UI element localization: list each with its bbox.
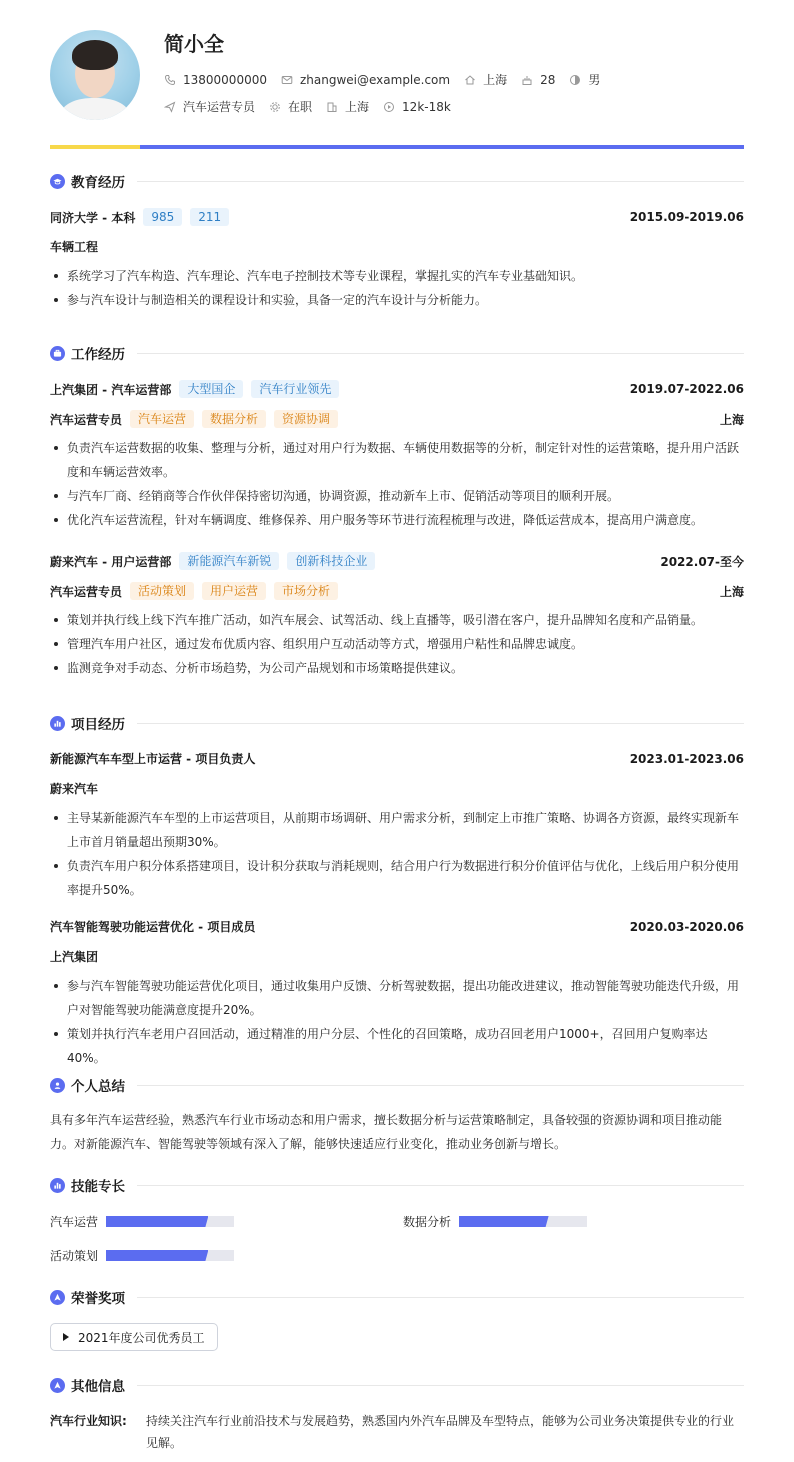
position-text: 汽车运营专员 [183, 100, 256, 114]
section-work [50, 343, 744, 363]
contact-row [164, 71, 614, 88]
skill-bar [106, 1250, 234, 1261]
project-title: 汽车智能驾驶功能运营优化 - 项目成员 [50, 920, 256, 934]
role-tag: 用户运营 [202, 582, 266, 600]
work-location: 上海 [719, 584, 744, 599]
project-org: 蔚来汽车 [50, 782, 99, 796]
skill-bar [459, 1216, 587, 1227]
list-item: 优化汽车运营流程，针对车辆调度、维修保养、用户服务等环节进行流程梳理与改进，降低运营成本，提高用户满意度。 [50, 508, 744, 532]
company-tag: 大型国企 [179, 380, 243, 398]
play-triangle-icon [63, 1333, 69, 1341]
work-header [50, 552, 744, 570]
company-tag: 汽车行业领先 [251, 380, 339, 398]
building-icon [326, 101, 338, 113]
section-education [50, 171, 744, 191]
project-org: 上汽集团 [50, 950, 99, 964]
section-summary [50, 1075, 744, 1095]
user-icon [50, 1078, 65, 1093]
phone-text: 13800000000 [183, 72, 267, 87]
role-tag: 数据分析 [202, 410, 266, 428]
skill-bar [106, 1216, 234, 1227]
section-title-education: 教育经历 [71, 175, 125, 191]
salary-icon [383, 101, 395, 113]
project-header [50, 750, 744, 767]
skill-item [50, 1247, 234, 1264]
age-item [521, 73, 555, 87]
list-item: 策划并执行汽车老用户召回活动，通过精准的用户分层、个性化的召回策略，成功召回老用户1000+，召回用户复购率达40%。 [50, 1022, 744, 1070]
mail-icon [281, 74, 293, 86]
award-text: 2021年度公司优秀员工 [78, 1330, 205, 1345]
school-tag: 211 [190, 208, 229, 226]
section-title-work: 工作经历 [71, 347, 125, 363]
other-info [50, 1410, 744, 1454]
company-name: 上汽集团 - 汽车运营部 [50, 382, 172, 397]
project-bullets [50, 806, 744, 902]
skill-name: 活动策划 [50, 1249, 99, 1263]
role-tag: 活动策划 [130, 582, 194, 600]
section-title-summary: 个人总结 [71, 1079, 125, 1095]
award-icon [50, 1378, 65, 1393]
resume-header [50, 0, 744, 146]
list-item: 参与汽车设计与制造相关的课程设计和实验，具备一定的汽车设计与分析能力。 [50, 288, 744, 312]
major: 车辆工程 [50, 240, 99, 254]
award-icon [50, 1290, 65, 1305]
list-item: 主导某新能源汽车车型的上市运营项目，从前期市场调研、用户需求分析，到制定上市推广策略、协调各方资源，最终实现新车上市首月销量超出预期30%。 [50, 806, 744, 854]
summary-text: 具有多年汽车运营经验，熟悉汽车行业市场动态和用户需求，擅长数据分析与运营策略制定，具备较强的资源协调和项目推动能力。对新能源汽车、智能驾驶等领域有深入了解，能够快速适应行业变化，推动业务创新与增长。 [50, 1113, 723, 1151]
list-item: 与汽车厂商、经销商等合作伙伴保持密切沟通，协调资源，推动新车上市、促销活动等项目的顺利开展。 [50, 484, 744, 508]
education-period: 2015.09-2019.06 [629, 210, 744, 224]
status-item [269, 98, 312, 115]
company-name: 蔚来汽车 - 用户运营部 [50, 554, 172, 569]
skill-item [50, 1213, 234, 1230]
list-item: 参与汽车智能驾驶功能运营优化项目，通过收集用户反馈、分析驾驶数据，提出功能改进建议，推动智能驾驶功能迭代升级，用户对智能驾驶功能满意度提升20%。 [50, 974, 744, 1022]
other-text: 持续关注汽车行业前沿技术与发展趋势，熟悉国内外汽车品牌及车型特点，能够为公司业务决策提供专业的行业见解。 [146, 1414, 735, 1450]
list-item: 策划并执行线上线下汽车推广活动，如汽车展会、试驾活动、线上直播等，吸引潜在客户，提升品牌知名度和产品销量。 [50, 608, 744, 632]
section-title-skills: 技能专长 [71, 1179, 125, 1195]
role-row [50, 582, 744, 600]
education-bullets [50, 264, 744, 312]
school-tag: 985 [143, 208, 182, 226]
project-title: 新能源汽车车型上市运营 - 项目负责人 [50, 752, 256, 766]
list-item: 负责汽车用户积分体系搭建项目，设计积分获取与消耗规则，结合用户行为数据进行积分价值评估与优化，上线后用户积分使用率提升50%。 [50, 854, 744, 902]
project-period: 2023.01-2023.06 [629, 751, 744, 766]
other-label: 汽车行业知识: [50, 1414, 127, 1428]
project-header [50, 918, 744, 935]
list-item: 管理汽车用户社区，通过发布优质内容、组织用户互动活动等方式，增强用户粘性和品牌忠诚度。 [50, 632, 744, 656]
section-title-projects: 项目经历 [71, 717, 125, 733]
role-tag: 市场分析 [274, 582, 338, 600]
role-title: 汽车运营专员 [50, 584, 123, 599]
salary-item [383, 100, 451, 114]
phone-icon [164, 74, 176, 86]
section-title-other: 其他信息 [71, 1379, 125, 1395]
project-period: 2020.03-2020.06 [629, 919, 744, 934]
work-period: 2019.07-2022.06 [629, 382, 744, 396]
work-period: 2022.07-至今 [660, 554, 744, 569]
home-icon [464, 74, 476, 86]
phone-item [164, 73, 267, 87]
role-tag: 汽车运营 [130, 410, 194, 428]
avatar [50, 30, 140, 120]
cake-icon [521, 74, 533, 86]
settings-icon [269, 101, 281, 113]
gender-text: 男 [588, 73, 601, 87]
education-header [50, 208, 744, 226]
gender-icon [569, 74, 581, 86]
status-text: 在职 [288, 100, 313, 114]
role-title: 汽车运营专员 [50, 412, 123, 427]
section-skills [50, 1175, 744, 1195]
work-bullets [50, 608, 744, 680]
email-item [281, 73, 450, 87]
section-projects [50, 713, 744, 733]
section-other [50, 1375, 744, 1395]
award-item[interactable] [50, 1323, 218, 1351]
job-intent-row [164, 98, 465, 115]
project-bullets [50, 974, 744, 1070]
list-item: 监测竞争对手动态、分析市场趋势，为公司产品规划和市场策略提供建议。 [50, 656, 744, 680]
section-awards [50, 1287, 744, 1307]
gender-item [569, 71, 600, 88]
city-item [464, 71, 507, 88]
skill-name: 汽车运营 [50, 1215, 99, 1229]
section-title-awards: 荣誉奖项 [71, 1291, 125, 1307]
briefcase-icon [50, 346, 65, 361]
skill-item [403, 1213, 587, 1230]
work-city-text: 上海 [345, 100, 370, 114]
position-item [164, 98, 255, 115]
candidate-name: 简小全 [164, 32, 224, 56]
work-bullets [50, 436, 744, 532]
role-row [50, 410, 744, 428]
work-header [50, 380, 744, 398]
send-icon [164, 101, 176, 113]
age-text: 28 [540, 72, 556, 87]
list-item: 负责汽车运营数据的收集、整理与分析，通过对用户行为数据、车辆使用数据等的分析，制定针对性的运营策略，提升用户活跃度和车辆运营效率。 [50, 436, 744, 484]
chart-icon [50, 716, 65, 731]
list-item: 系统学习了汽车构造、汽车理论、汽车电子控制技术等专业课程，掌握扎实的汽车专业基础知识。 [50, 264, 744, 288]
chart-icon [50, 1178, 65, 1193]
graduation-cap-icon [50, 174, 65, 189]
work-location: 上海 [719, 412, 744, 427]
company-tag: 新能源汽车新锐 [179, 552, 279, 570]
header-divider [50, 145, 744, 149]
salary-text: 12k-18k [402, 99, 451, 114]
skill-name: 数据分析 [403, 1215, 452, 1229]
school-name: 同济大学 - 本科 [50, 210, 136, 225]
city-text: 上海 [483, 73, 508, 87]
role-tag: 资源协调 [274, 410, 338, 428]
email-text: zhangwei@example.com [299, 72, 451, 87]
company-tag: 创新科技企业 [287, 552, 375, 570]
work-city-item [326, 98, 369, 115]
